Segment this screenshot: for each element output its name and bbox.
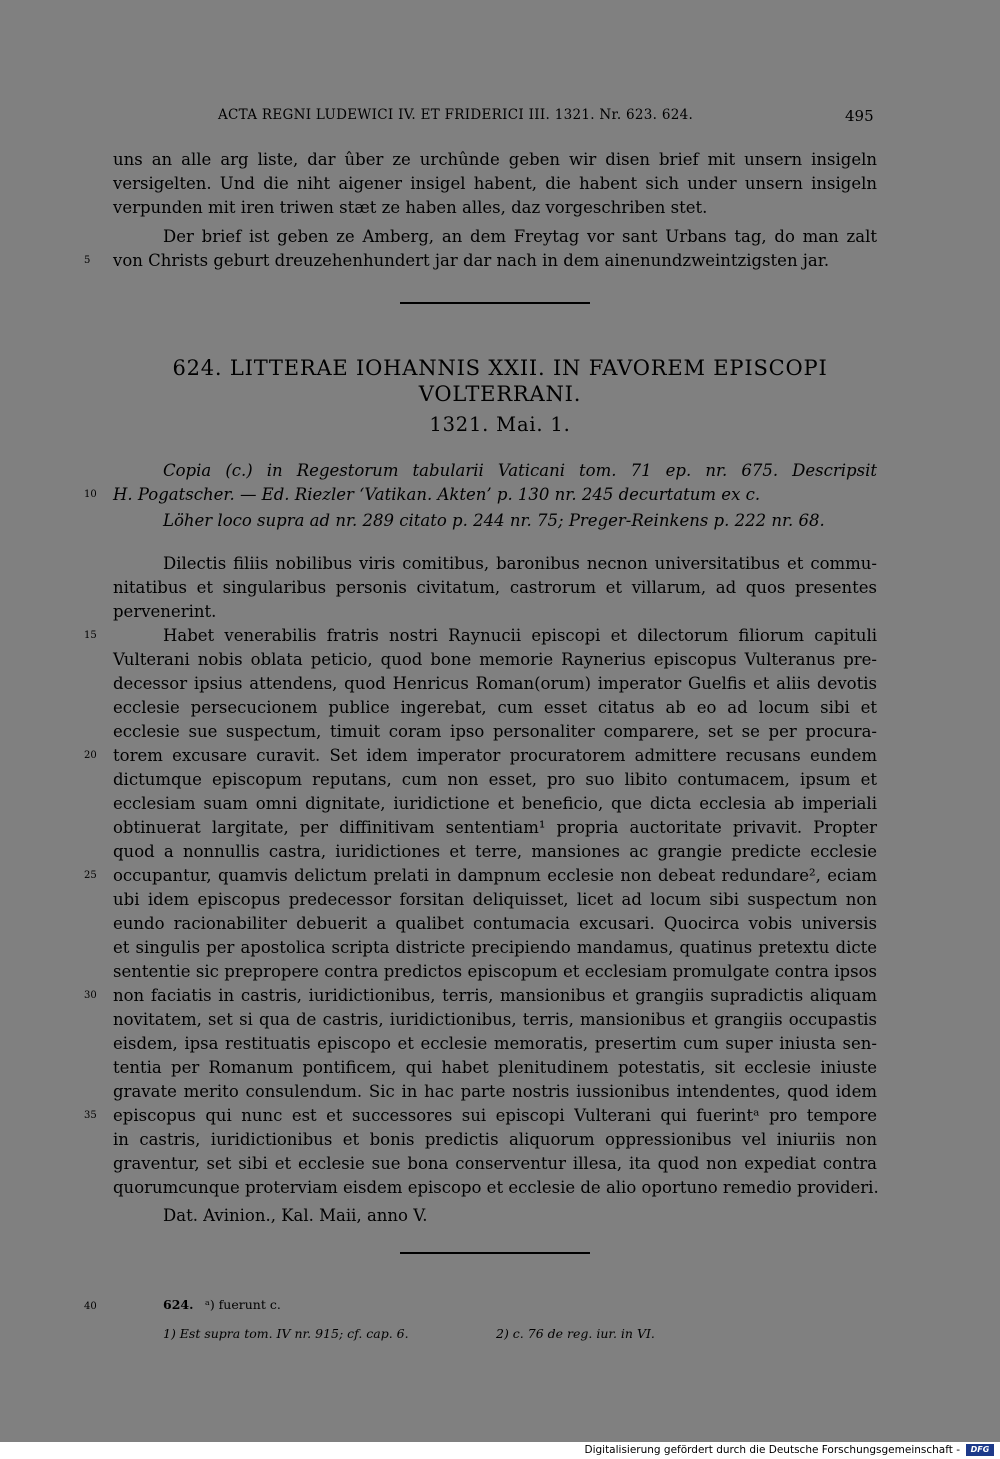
body-line: ecclesie sue suspectum, timuit coram ipso personaliter comparere, set se per procura-	[113, 722, 877, 741]
body-line: obtinuerat largitate, per diffinitivam sententiam¹ propria auctoritate privavit. Propter	[113, 818, 877, 837]
source-note-line: Copia (c.) in Regestorum tabularii Vaticani tom. 71 ep. nr. 675. Descripsit	[163, 461, 877, 480]
dfg-logo-icon: DFG	[966, 1444, 994, 1456]
body-line: novitatem, set si qua de castris, iuridictionibus, terris, mansionibus et grangiis occupastis	[113, 1010, 877, 1029]
body-line: decessor ipsius attendens, quod Henricus Roman(orum) imperator Guelfis et aliis devotis	[113, 674, 877, 693]
body-line: torem excusare curavit. Set idem imperator procuratorem admittere recusans eundem	[113, 746, 877, 765]
prev-doc-line: Der brief ist geben ze Amberg, an dem Freytag vor sant Urbans tag, do man zalt	[163, 227, 877, 246]
body-line: Vulterani nobis oblata peticio, quod bone memorie Raynerius episcopus Vulteranus pre-	[113, 650, 877, 669]
body-line: Dilectis filiis nobilibus viris comitibus, baronibus necnon universitatibus et commu-	[163, 554, 877, 573]
body-line: eisdem, ipsa restituatis episcopo et ecclesie memoratis, presertim cum super iniusta sen-	[113, 1034, 877, 1053]
source-note-line: Löher loco supra ad nr. 289 citato p. 244 nr. 75; Preger-Reinkens p. 222 nr. 68.	[163, 511, 825, 530]
margin-line-number: 20	[84, 750, 97, 761]
document-title-continued: VOLTERRANI.	[418, 382, 582, 406]
body-line: nitatibus et singularibus personis civitatum, castrorum et villarum, ad quos presentes	[113, 578, 877, 597]
body-line: et singulis per apostolica scripta districte precipiendo mandamus, quatinus pretextu dicte	[113, 938, 877, 957]
body-line: quorumcunque proterviam eisdem episcopo et ecclesie de alio oportuno remedio provideri.	[113, 1178, 879, 1197]
footnote-2: 2) c. 76 de reg. iur. in VI.	[496, 1326, 655, 1341]
document-title: 624. LITTERAE IOHANNIS XXII. IN FAVOREM EPISCOPI	[172, 356, 828, 380]
body-line: ubi idem episcopus predecessor forsitan deliquisset, licet ad locum sibi suspectum non	[113, 890, 877, 909]
critical-footnote: ᵃ) fuerunt c.	[205, 1297, 281, 1312]
prev-doc-line: versigelten. Und die niht aigener insigel habent, die habent sich under unsern insigeln	[113, 174, 877, 193]
section-divider	[400, 1252, 590, 1254]
body-line: eundo racionabiliter debuerit a qualibet contumacia excusari. Quocirca vobis universis	[113, 914, 877, 933]
margin-line-number: 5	[84, 255, 91, 266]
body-line: sententie sic prepropere contra predictos episcopum et ecclesiam promulgate contra ipsos	[113, 962, 877, 981]
body-line: ecclesie persecucionem publice ingerebat, cum esset citatus ab eo ad locum sibi et	[113, 698, 877, 717]
running-head: ACTA REGNI LUDEWICI IV. ET FRIDERICI III. 1321. Nr. 623. 624.	[218, 107, 694, 123]
body-line: gravate merito consulendum. Sic in hac parte nostris iussionibus intendentes, quod idem	[113, 1082, 877, 1101]
body-line: dictumque episcopum reputans, cum non esset, pro suo libito contumacem, ipsum et	[113, 770, 877, 789]
prev-doc-line: uns an alle arg liste, dar ûber ze urchûnde geben wir disen brief mit unsern insigeln	[113, 150, 877, 169]
dating-clause: Dat. Avinion., Kal. Maii, anno V.	[163, 1206, 428, 1225]
funding-credit: Digitalisierung gefördert durch die Deutsche Forschungsgemeinschaft -	[584, 1444, 960, 1456]
prev-doc-line: verpunden mit iren triwen stæt ze haben alles, daz vorgeschriben stet.	[113, 198, 708, 217]
margin-line-number: 10	[84, 489, 97, 500]
body-line: non faciatis in castris, iuridictionibus, terris, mansionibus et grangiis supradictis aliquam	[113, 986, 877, 1005]
footer-bar	[0, 1442, 1000, 1459]
margin-line-number: 15	[84, 630, 97, 641]
source-note-line: H. Pogatscher. — Ed. Riezler ‘Vatikan. Akten’ p. 130 nr. 245 decurtatum ex c.	[113, 485, 761, 504]
section-divider	[400, 302, 590, 304]
margin-line-number: 25	[84, 870, 97, 881]
body-line: in castris, iuridictionibus et bonis predictis aliquorum oppressionibus vel iniuriis non	[113, 1130, 877, 1149]
body-line: ecclesiam suam omni dignitate, iuridictione et beneficio, que dicta ecclesia ab imperiali	[113, 794, 877, 813]
prev-doc-line: von Christs geburt dreuzehenhundert jar dar nach in dem ainenundzweintzigsten jar.	[113, 251, 830, 270]
body-line: Habet venerabilis fratris nostri Raynucii episcopi et dilectorum filiorum capituli	[163, 626, 877, 645]
margin-line-number: 30	[84, 990, 97, 1001]
body-line: quod a nonnullis castra, iuridictiones et terre, mansiones ac grangie predicte ecclesie	[113, 842, 877, 861]
footnote-doc-number: 624.	[163, 1297, 194, 1312]
body-line: tentia per Romanum pontificem, qui habet plenitudinem potestatis, sit ecclesie iniuste	[113, 1058, 877, 1077]
footnote-1: 1) Est supra tom. IV nr. 915; cf. cap. 6.	[163, 1326, 409, 1341]
document-date: 1321. Mai. 1.	[429, 413, 571, 436]
margin-line-number: 35	[84, 1110, 97, 1121]
body-line: pervenerint.	[113, 602, 217, 621]
margin-line-number: 40	[84, 1301, 97, 1312]
page-number: 495	[845, 107, 874, 125]
body-line: episcopus qui nunc est et successores sui episcopi Vulterani qui fuerintᵃ pro tempore	[113, 1106, 877, 1125]
body-line: occupantur, quamvis delictum prelati in dampnum ecclesie non debeat redundare², eciam	[113, 866, 877, 885]
body-line: graventur, set sibi et ecclesie sue bona conserventur illesa, ita quod non expediat contra	[113, 1154, 877, 1173]
